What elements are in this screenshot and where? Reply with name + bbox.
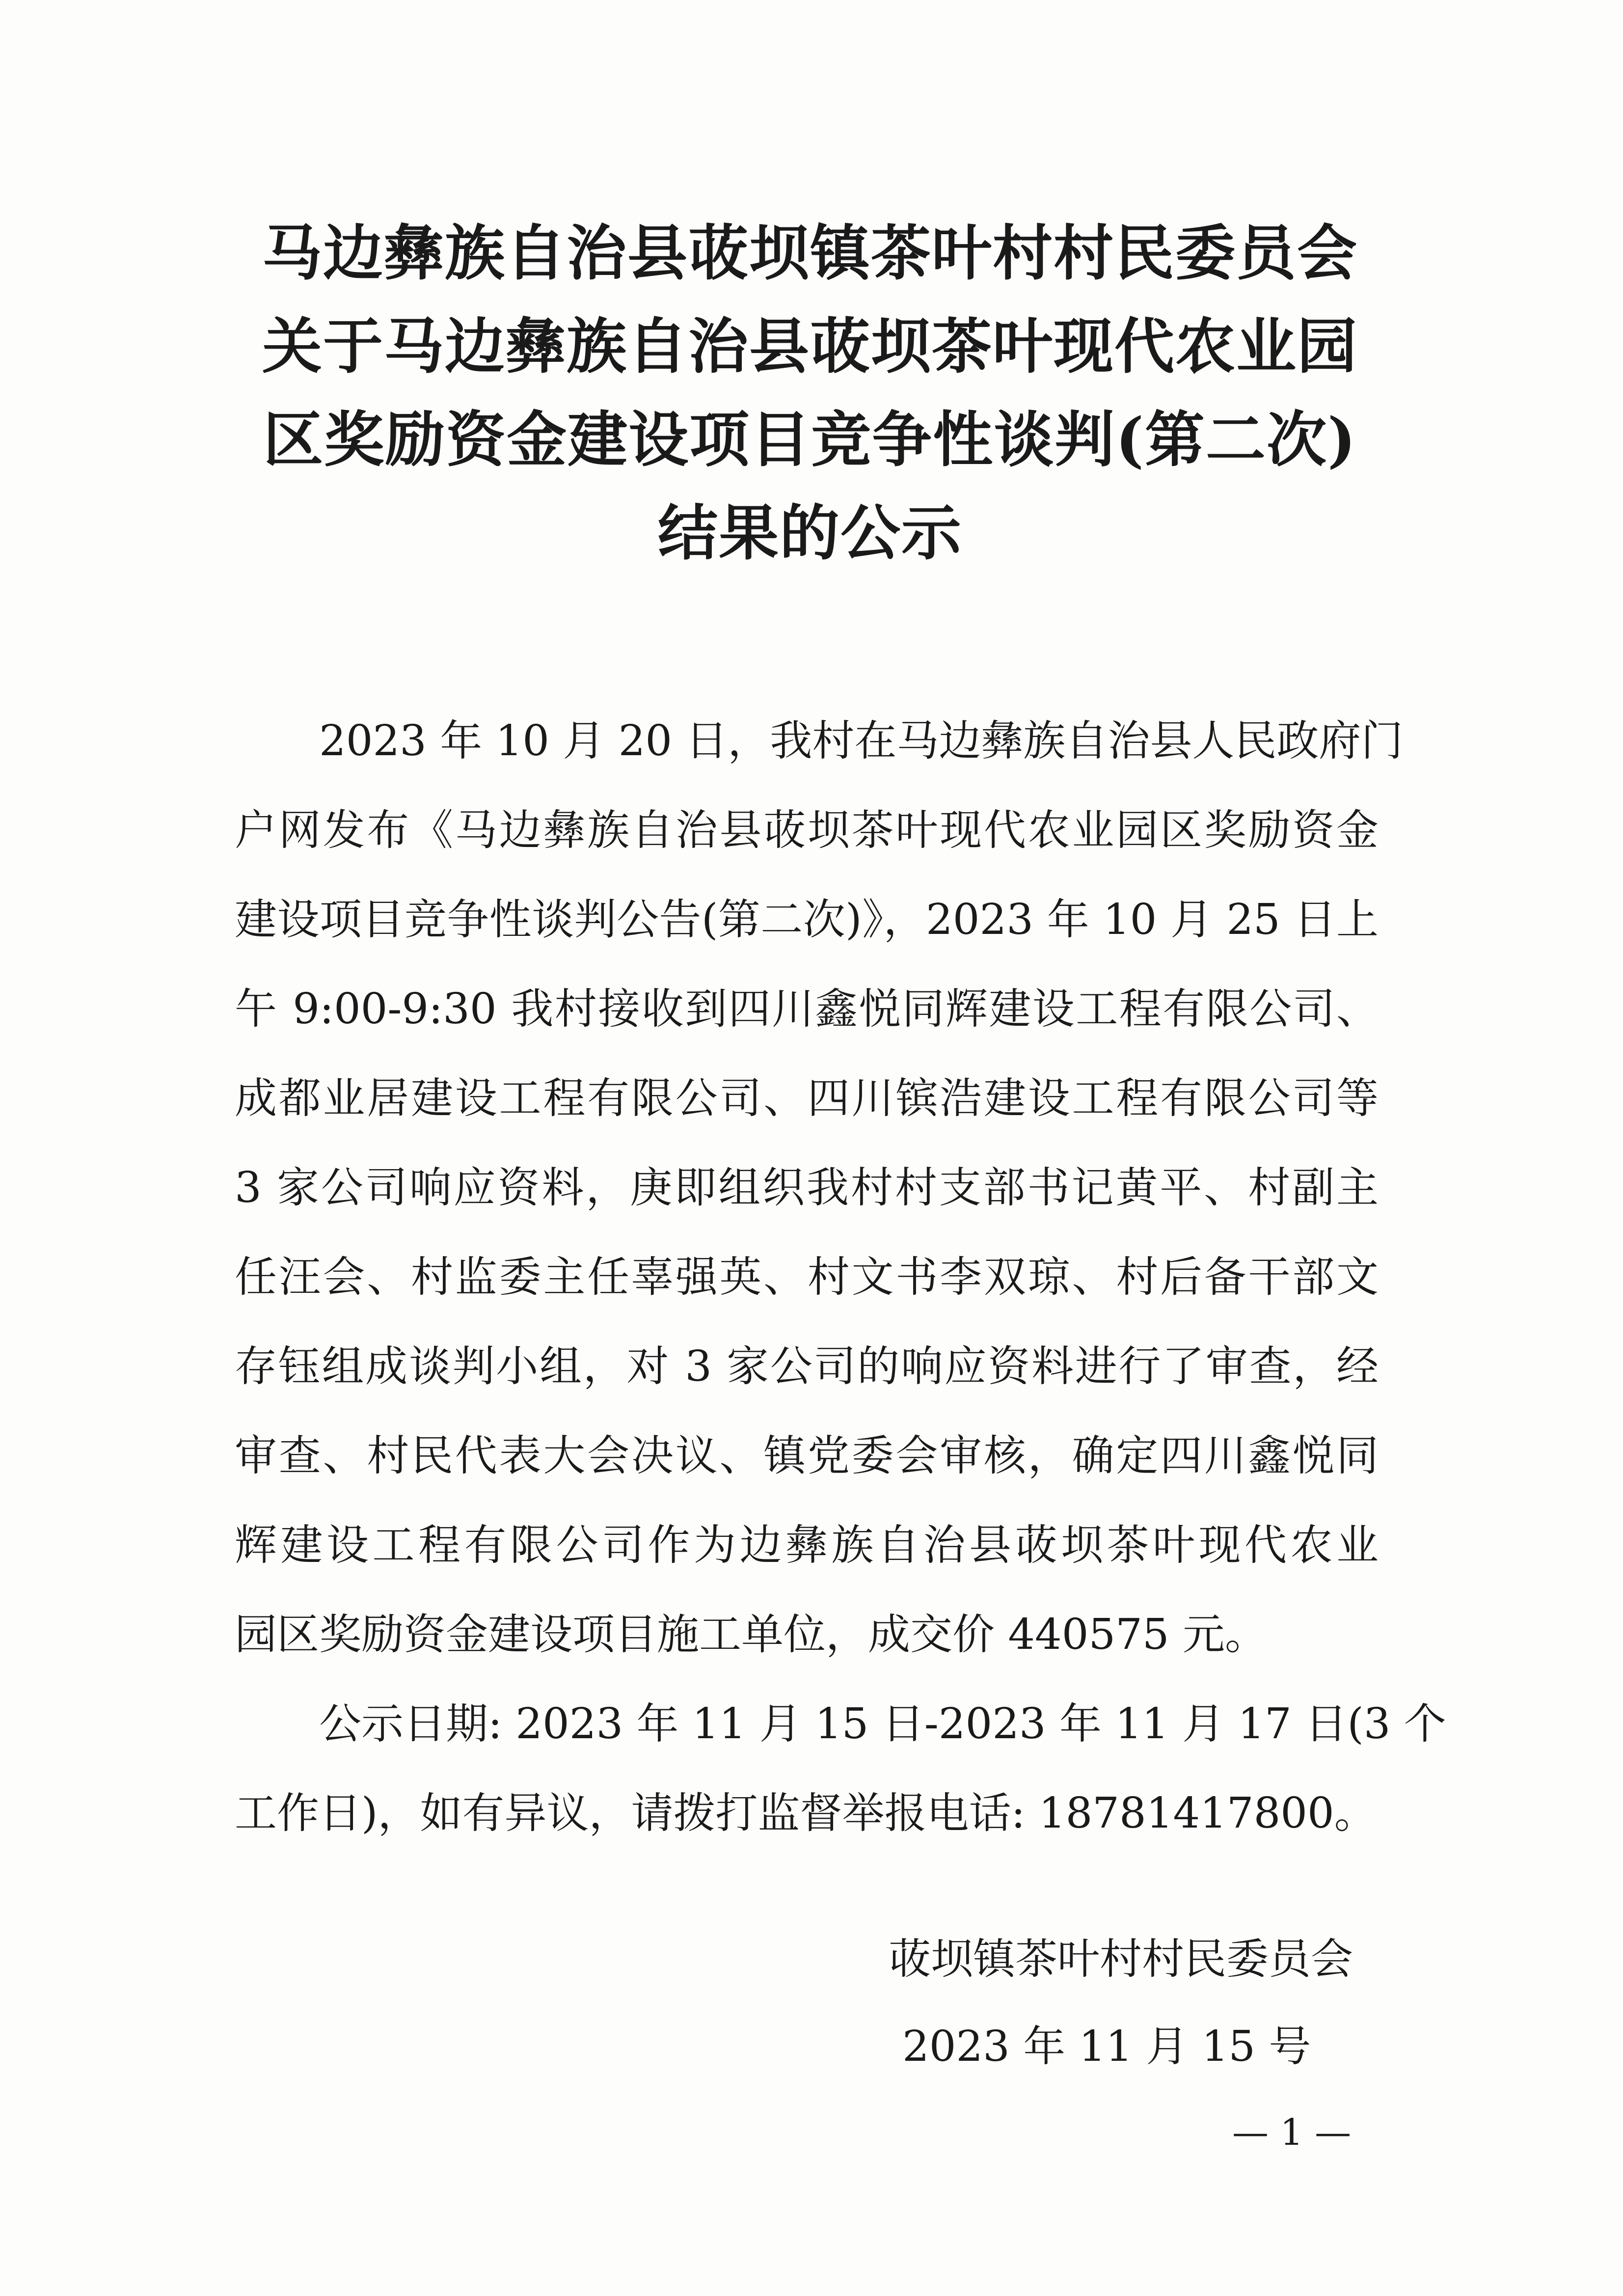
body-line: 存钰组成谈判小组，对 3 家公司的响应资料进行了审查，经 [235,1342,1379,1391]
body-line: 成都业居建设工程有限公司、四川镔浩建设工程有限公司等 [235,1074,1379,1123]
title-line: 马边彝族自治县荍坝镇茶叶村村民委员会 [262,218,1358,288]
body-line: 3 家公司响应资料，庚即组织我村村支部书记黄平、村副主 [235,1163,1379,1212]
page-number: — 1 — [1232,2111,1352,2154]
body-line: 辉建设工程有限公司作为边彝族自治县荍坝茶叶现代农业 [235,1521,1379,1570]
body-line: 建设项目竞争性谈判公告(第二次)》，2023 年 10 月 25 日上 [235,895,1379,944]
signature-date: 2023 年 11 月 15 号 [902,2022,1311,2071]
body-line: 2023 年 10 月 20 日，我村在马边彝族自治县人民政府门 [235,716,1404,765]
body-line: 公示日期: 2023 年 11 月 15 日-2023 年 11 月 17 日(3 个 [235,1699,1446,1749]
title-line: 区奖励资金建设项目竞争性谈判(第二次) [263,404,1357,475]
signature-organization: 荍坝镇茶叶村村民委员会 [889,1935,1353,1984]
body-line: 审查、村民代表大会决议、镇党委会审核，确定四川鑫悦同 [235,1431,1379,1480]
title-line: 结果的公示 [658,497,962,568]
body-line: 工作日)，如有异议，请拨打监督举报电话: 18781417800。 [235,1789,1377,1838]
title-line: 关于马边彝族自治县荍坝茶叶现代农业园 [262,311,1358,382]
body-line: 园区奖励资金建设项目施工单位，成交价 440575 元。 [235,1610,1267,1659]
body-line: 任汪会、村监委主任辜强英、村文书李双琼、村后备干部文 [235,1253,1379,1302]
document-body [235,696,1446,1858]
body-line: 午 9:00-9:30 我村接收到四川鑫悦同辉建设工程有限公司、 [235,984,1379,1034]
body-line: 户网发布《马边彝族自治县荍坝茶叶现代农业园区奖励资金 [235,806,1379,855]
document-title [231,206,1389,579]
